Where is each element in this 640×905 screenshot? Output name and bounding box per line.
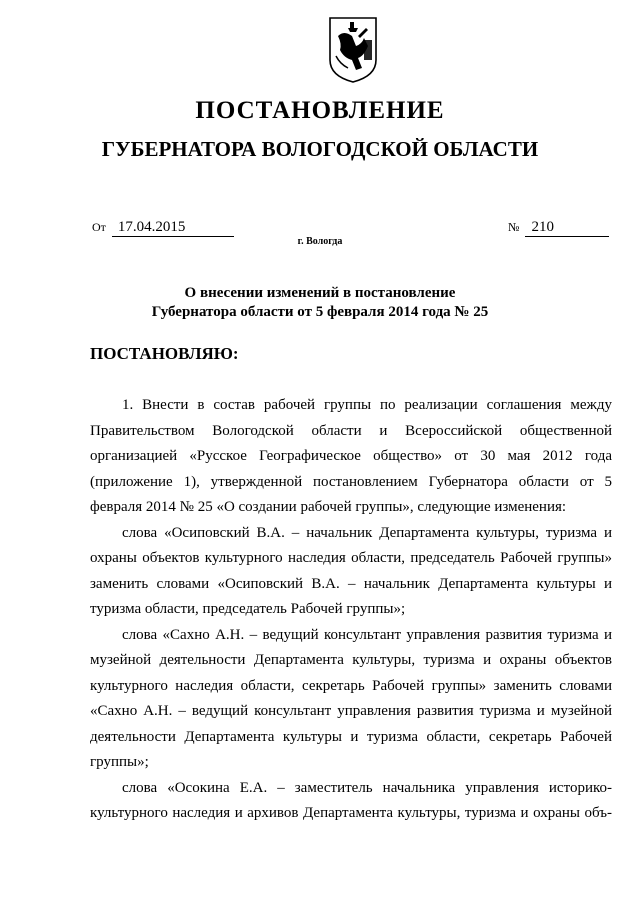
- paragraph: слова «Осиповский В.А. – начальник Департамента культуры, туризма и охраны объектов культурного наследия области, председатель Рабочей группы» заменить словами «Осиповский В.А. – начальник Департамента культуры и туризма области, председатель Рабочей группы»;: [90, 524, 612, 617]
- vologda-coat-of-arms-icon: [328, 16, 378, 84]
- date-field: [92, 218, 234, 237]
- number-value: 210: [525, 218, 609, 237]
- paragraph: слова «Сахно А.Н. – ведущий консультант управления развития туризма и музейной деятельности Департамента культуры, туризма и охраны объектов культурного наследия области, секретарь Рабочей группы» заменить словами «Сахно А.Н. – ведущий консультант управления развития туризма и музейной деятельности Департамента культуры и туризма области, секретарь Рабочей группы»;: [90, 626, 612, 770]
- paragraph: 1. Внести в состав рабочей группы по реализации соглашения между Правительством Вологодской области и Всероссийской общественной организацией «Русское Географическое общество» от 30 мая 2012 года (приложение 1), утвержденной постановлением Губернатора области от 5 февраля 2014 № 25 «О создании рабочей группы», следующие изменения:: [90, 397, 612, 515]
- document-issuer: ГУБЕРНАТОРА ВОЛОГОДСКОЙ ОБЛАСТИ: [101, 137, 539, 161]
- date-prefix: От: [92, 220, 106, 234]
- document-body: [90, 393, 612, 827]
- subject-line-2: Губернатора области от 5 февраля 2014 года № 25: [151, 304, 489, 320]
- number-prefix: №: [508, 220, 520, 234]
- date-value: 17.04.2015: [112, 218, 234, 237]
- document-title: ПОСТАНОВЛЕНИЕ: [195, 97, 445, 124]
- number-field: [508, 218, 609, 237]
- subject-line-1: О внесении изменений в постановление: [184, 285, 456, 301]
- city-label: г. Вологда: [297, 236, 343, 247]
- document-subject: [60, 284, 580, 322]
- decree-word: ПОСТАНОВЛЯЮ:: [90, 344, 239, 363]
- paragraph: слова «Осокина Е.А. – заместитель начальника управления историко-культурного наследия и архивов Департамента культуры, туризма и охраны объ-: [90, 779, 612, 821]
